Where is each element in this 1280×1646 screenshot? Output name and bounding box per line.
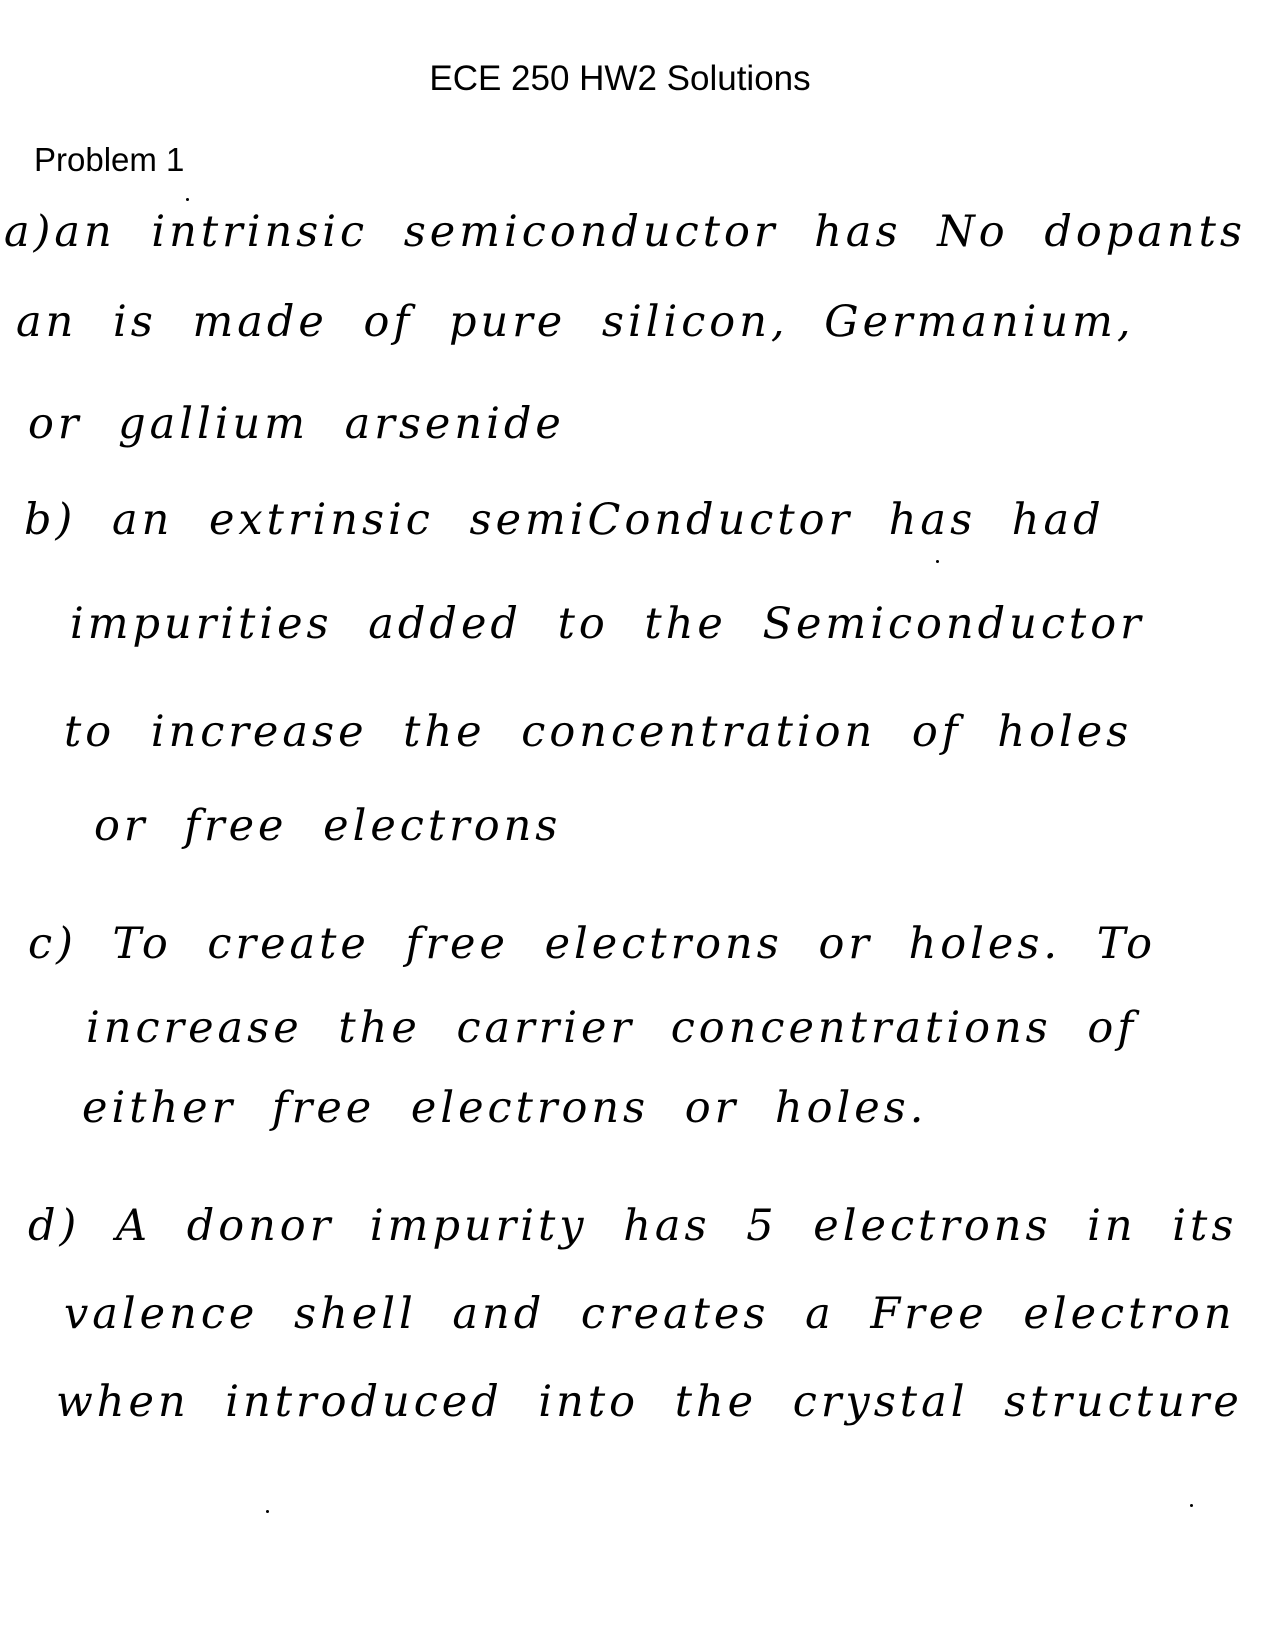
answer-b-line-1: b) an extrinsic semiConductor has had: [24, 495, 1105, 545]
answer-b-line-4: or free electrons: [94, 801, 562, 851]
answer-c-line-2: increase the carrier concentrations of: [86, 1003, 1138, 1053]
scan-speck: [186, 198, 189, 201]
scan-speck: [936, 560, 939, 563]
answer-c-line-3: either free electrons or holes.: [82, 1083, 928, 1133]
answer-b-line-2: impurities added to the Semiconductor: [70, 599, 1145, 649]
answer-d-line-2: valence shell and creates a Free electron: [64, 1289, 1236, 1339]
scan-speck: [266, 1510, 269, 1513]
scan-speck: [1190, 1504, 1193, 1507]
answer-a-line-3: or gallium arsenide: [28, 399, 565, 449]
answer-b-line-3: to increase the concentration of holes: [64, 707, 1133, 757]
answer-d-line-3: when introduced into the crystal structure: [56, 1377, 1243, 1427]
page-title: ECE 250 HW2 Solutions: [429, 59, 811, 98]
answer-a-line-2: an is made of pure silicon, Germanium,: [16, 297, 1135, 347]
answer-c-line-1: c) To create free electrons or holes. To: [28, 919, 1156, 969]
problem-heading: Problem 1: [34, 141, 185, 178]
answer-d-line-1: d) A donor impurity has 5 electrons in its: [28, 1201, 1238, 1251]
answer-a-line-1: a)an intrinsic semiconductor has No dopants: [4, 207, 1246, 257]
